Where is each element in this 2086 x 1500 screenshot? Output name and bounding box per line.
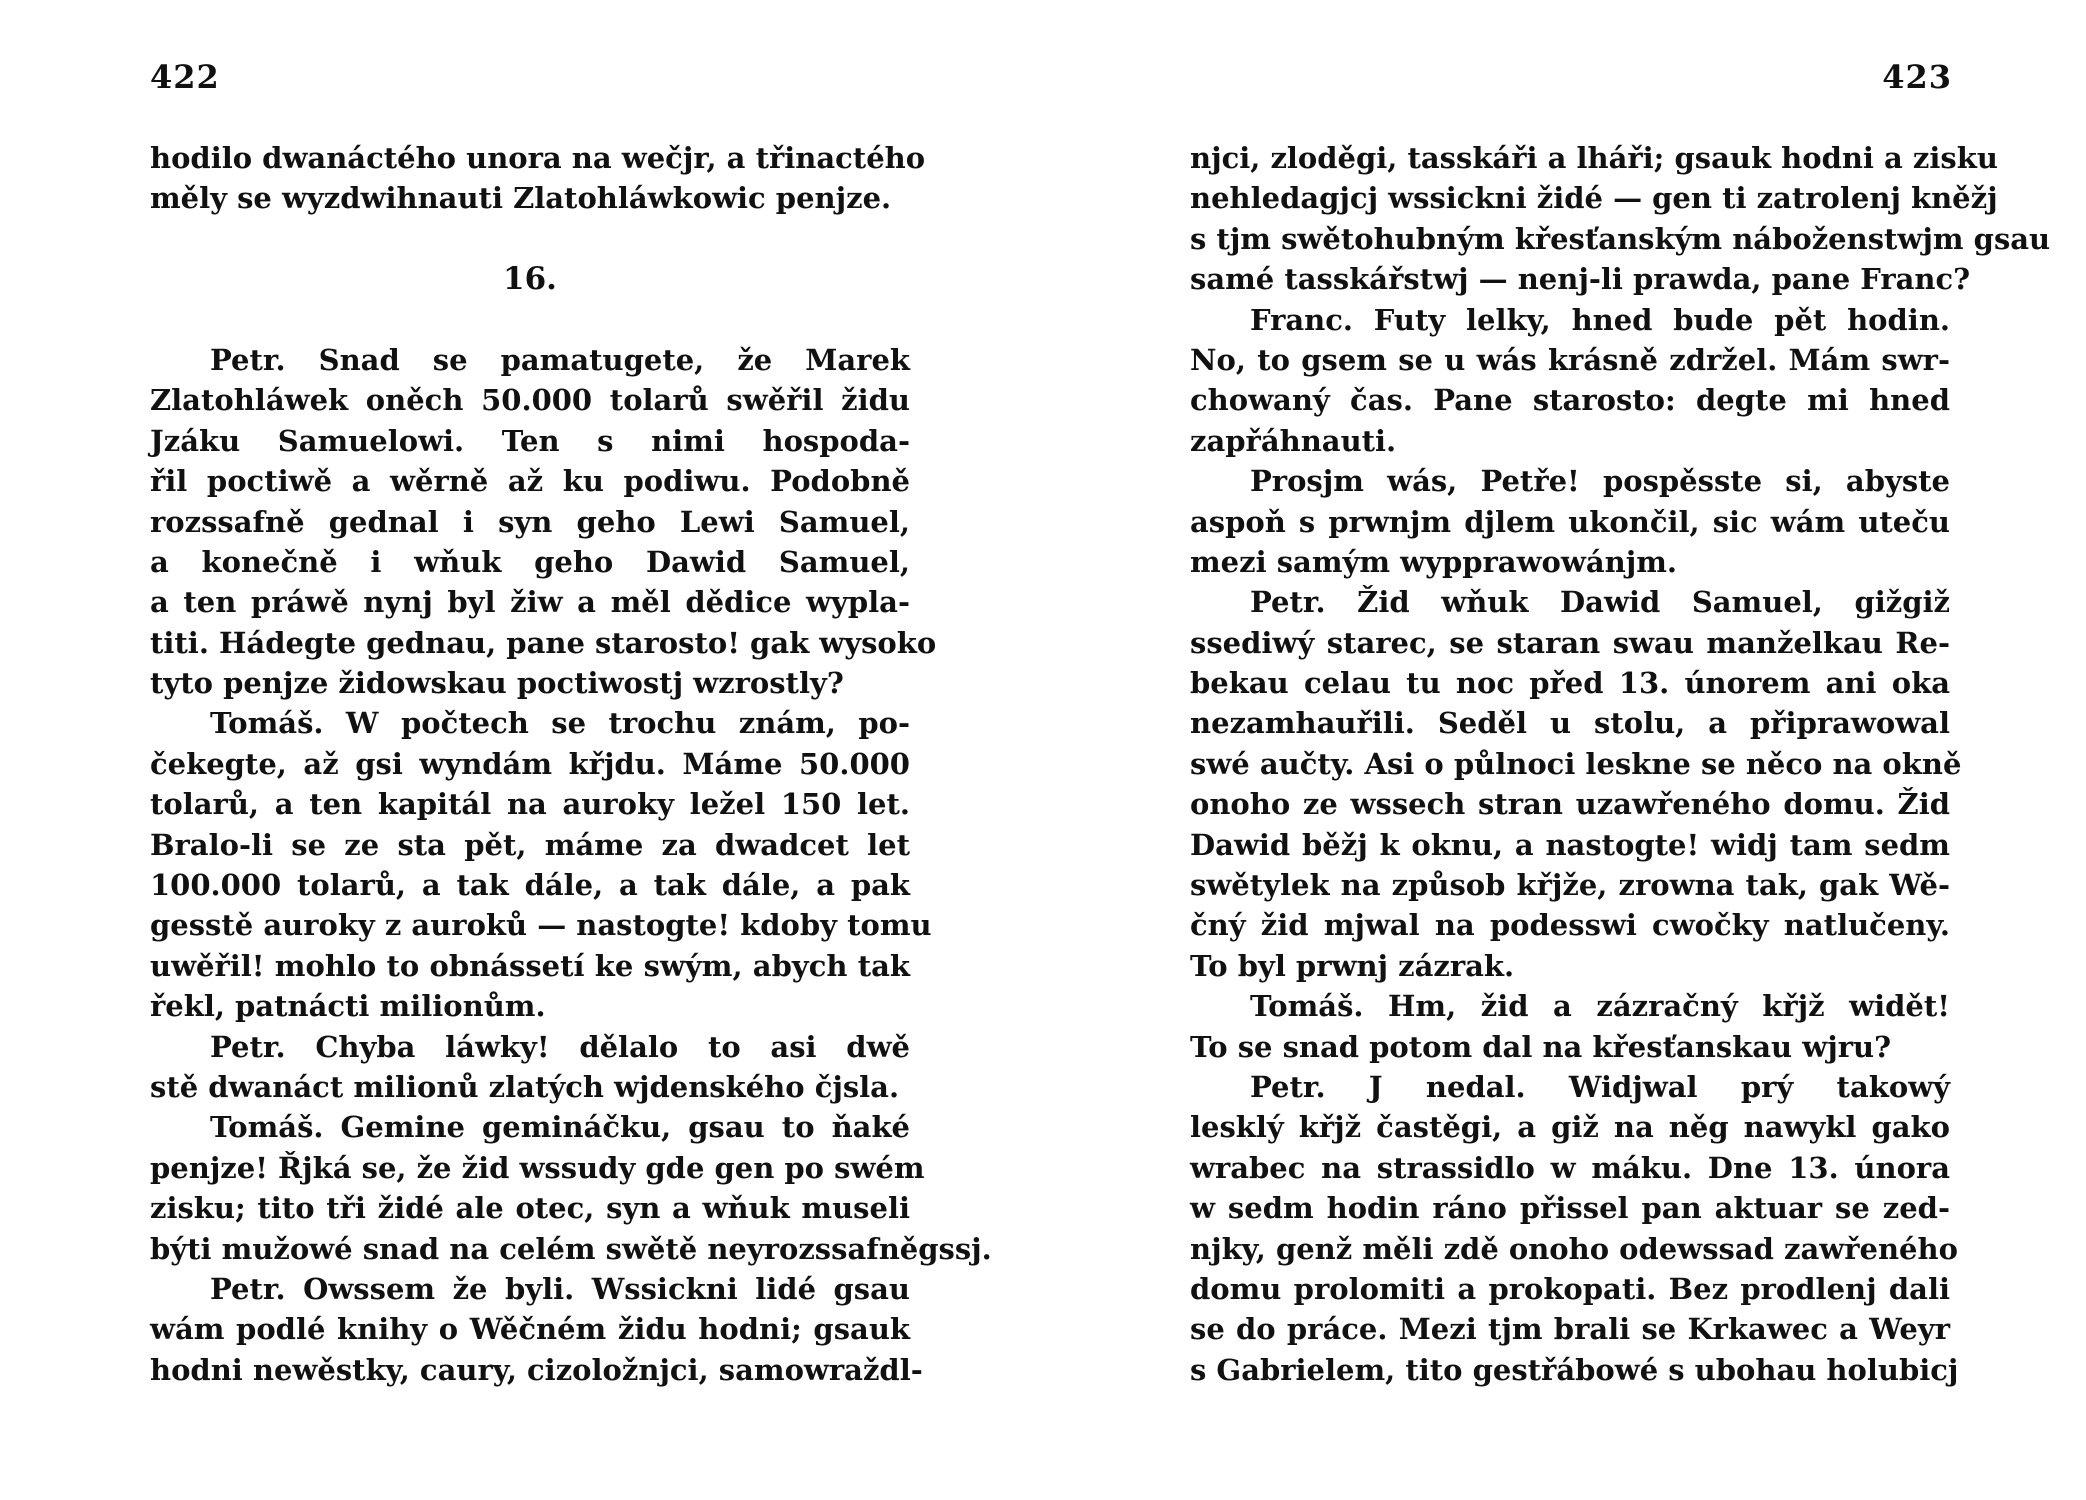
- text-line: njky, genž měli zdě onoho odewssad zawřeného: [1190, 1231, 1958, 1266]
- text-line: swé aučty. Asi o půlnoci leskne se něco na okně: [1190, 746, 1962, 781]
- text-line: ssediwý starec, se staran swau manželkau Re-: [1190, 625, 1950, 660]
- page-number: 423: [1882, 58, 1952, 96]
- text-line: chowaný čas. Pane starosto: degte mi hned: [1190, 383, 1950, 418]
- text-line: Zlatohláwek oněch 50.000 tolarů swěřil židu: [150, 383, 910, 418]
- text-line: bekau celau tu noc před 13. únorem ani oka: [1190, 666, 1950, 701]
- text-line: To se snad potom dal na křesťanskau wjru?: [1190, 1029, 1892, 1064]
- text-line: býti mužowé snad na celém swětě neyrozssafněgssj.: [150, 1231, 992, 1266]
- page-text: [1190, 138, 2051, 1390]
- text-line: zapřáhnauti.: [1190, 423, 1397, 458]
- text-line: Petr. Chyba láwky! dělalo to asi dwě: [210, 1029, 910, 1064]
- text-line: gesstě auroky z auroků — nastogte! kdoby tomu: [150, 908, 932, 943]
- text-line: Tomáš. Hm, žid a zázračný křjž widět!: [1250, 989, 1950, 1024]
- text-line: swětylek na způsob křjže, zrowna tak, gak Wě-: [1190, 868, 1950, 903]
- text-line: tyto penjze židowskau poctiwostj wzrostly?: [150, 666, 844, 701]
- text-line: titi. Hádegte gednau, pane starosto! gak wysoko: [150, 625, 937, 660]
- text-line: se do práce. Mezi tjm brali se Krkawec a Weyr: [1190, 1312, 1950, 1347]
- text-line: wám podlé knihy o Wěčném židu hodni; gsauk: [150, 1312, 910, 1347]
- chapter-heading: 16.: [503, 261, 557, 298]
- text-line: aspoň s prwnjm djlem ukončil, sic wám uteču: [1190, 504, 1950, 539]
- right-page: [1190, 0, 2051, 1500]
- text-line: Franc. Futy lelky, hned bude pět hodin.: [1250, 302, 1950, 337]
- text-line: hodilo dwanáctého unora na wečjr, a třinactého: [150, 141, 926, 175]
- text-line: s Gabrielem, tito gestřábowé s ubohau holubicj: [1190, 1352, 1959, 1387]
- text-line: zisku; tito tři židé ale otec, syn a wňuk museli: [150, 1191, 910, 1226]
- text-line: a konečně i wňuk geho Dawid Samuel,: [150, 544, 910, 579]
- text-line: stě dwanáct milionů zlatých wjdenského čjsla.: [150, 1069, 900, 1104]
- text-line: tolarů, a ten kapitál na auroky ležel 150 let.: [150, 787, 910, 822]
- text-line: Bralo-li se ze sta pět, máme za dwadcet let: [150, 827, 910, 862]
- text-line: Prosjm wás, Petře! pospěsste si, abyste: [1250, 464, 1950, 499]
- text-line: mezi samým wypprawowánjm.: [1190, 544, 1678, 579]
- text-line: No, to gsem se u wás krásně zdržel. Mám swr-: [1190, 342, 1950, 377]
- text-line: w sedm hodin ráno přissel pan aktuar se zed-: [1190, 1191, 1950, 1226]
- blank-line: [150, 300, 910, 340]
- page-number: 422: [150, 58, 220, 96]
- text-line: Jzáku Samuelowi. Ten s nimi hospoda-: [150, 423, 910, 458]
- text-line: njci, zloděgi, tasskáři a lháři; gsauk hodni a zisku: [1190, 141, 1998, 175]
- text-line: nezamhauřili. Seděl u stolu, a připrawowal: [1190, 706, 1950, 741]
- text-line: čný žid mjwal na podesswi cwočky natlučeny.: [1190, 908, 1950, 943]
- text-line: a ten práwě nynj byl žiw a měl dědice wypla-: [150, 585, 910, 620]
- text-line: To byl prwnj zázrak.: [1190, 948, 1515, 983]
- text-line: lesklý křjž častěgi, a giž na něg nawykl gako: [1190, 1110, 1950, 1145]
- text-line: wrabec na strassidlo w máku. Dne 13. února: [1190, 1150, 1950, 1185]
- text-line: domu prolomiti a prokopati. Bez prodlenj dali: [1190, 1271, 1950, 1306]
- text-line: Petr. Žid wňuk Dawid Samuel, gižgiž: [1250, 585, 1950, 620]
- text-line: Dawid běžj k oknu, a nastogte! widj tam sedm: [1190, 827, 1950, 862]
- text-line: onoho ze wssech stran uzawřeného domu. Žid: [1190, 787, 1950, 822]
- text-line: Petr. Owssem že byli. Wssickni lidé gsau: [210, 1271, 910, 1306]
- text-line: Tomáš. Gemine gemináčku, gsau to ňaké: [210, 1110, 910, 1145]
- text-line: Petr. J nedal. Widjwal prý takowý: [1250, 1069, 1950, 1104]
- blank-line: [150, 219, 910, 259]
- text-line: Tomáš. W počtech se trochu znám, po-: [210, 706, 910, 741]
- text-line: nehledagjcj wssickni židé — gen ti zatrolenj kněžj: [1190, 181, 1998, 216]
- text-line: 100.000 tolarů, a tak dále, a tak dále, a pak: [150, 868, 910, 903]
- text-line: řil poctiwě a wěrně až ku podiwu. Podobně: [150, 464, 910, 499]
- text-line: uwěřil! mohlo to obnássetí ke swým, abych tak: [150, 948, 910, 983]
- text-line: čekegte, až gsi wyndám křjdu. Máme 50.000: [150, 746, 910, 781]
- page-text: [150, 138, 992, 1390]
- text-line: rozssafně gednal i syn geho Lewi Samuel,: [150, 504, 910, 539]
- text-line: měly se wyzdwihnauti Zlatohláwkowic penjze.: [150, 181, 892, 216]
- text-line: hodni newěstky, caury, cizoložnjci, samowraždl-: [150, 1352, 923, 1387]
- text-line: řekl, patnácti milionům.: [150, 989, 546, 1024]
- text-line: samé tasskářstwj — nenj-li prawda, pane Franc?: [1190, 262, 1971, 297]
- text-line: s tjm swětohubným křesťanským náboženstwjm gsau: [1190, 221, 2051, 256]
- text-line: Petr. Snad se pamatugete, že Marek: [210, 342, 910, 377]
- left-page: [150, 0, 992, 1500]
- text-line: penjze! Řjká se, že žid wssudy gde gen po swém: [150, 1150, 925, 1185]
